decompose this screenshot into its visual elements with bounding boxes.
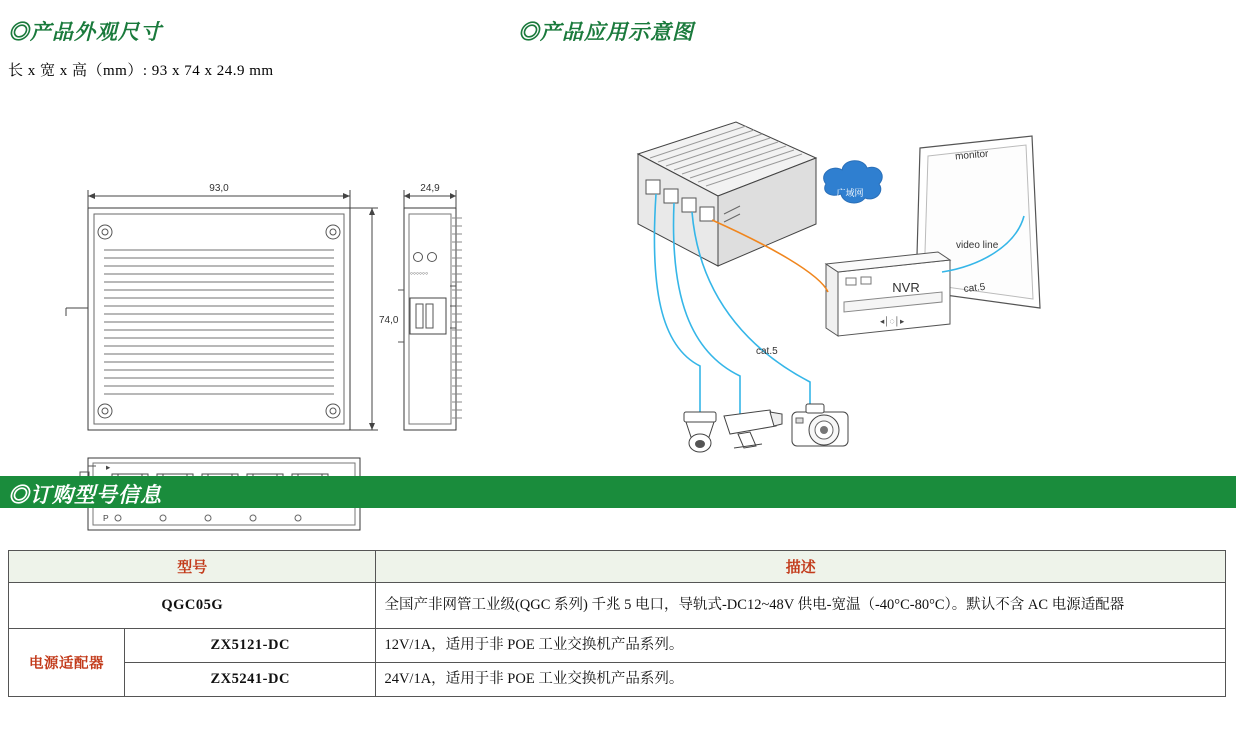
svg-text:monitor: monitor	[954, 148, 989, 163]
cable-label-top: cat.5	[963, 281, 986, 295]
section-bar-order	[0, 476, 1236, 508]
cell-desc-main: 全国产非网管工业级(QGC 系列) 千兆 5 电口，导轨式-DC12~48V 供电-宽温（-40°C-80°C）。默认不含 AC 电源适配器	[376, 583, 1226, 629]
front-height-dimension: 74,0	[379, 315, 399, 326]
cell-group-adapter: 电源适配器	[9, 629, 125, 697]
bullet-camera	[724, 410, 782, 448]
table-row	[9, 663, 1226, 697]
application-diagram-svg	[620, 96, 1236, 456]
video-line-label: video line	[956, 240, 999, 251]
column-header-description: 描述	[376, 551, 1226, 583]
cell-model-adapter-24v: ZX5241-DC	[125, 663, 376, 697]
port-indicator-label: P	[103, 513, 109, 523]
front-width-dimension: 93,0	[209, 183, 229, 194]
table-header-row	[9, 551, 1226, 583]
wan-cloud	[824, 161, 883, 203]
table-row	[9, 583, 1226, 629]
svg-text:◂│◌│▸: ◂│◌│▸	[880, 316, 905, 326]
section-title-application: ◎产品应用示意图	[518, 20, 694, 44]
cloud-label: 广域网	[836, 188, 864, 198]
application-diagram	[620, 96, 1236, 456]
cell-model-adapter-12v: ZX5121-DC	[125, 629, 376, 663]
table-row	[9, 629, 1226, 663]
nvr-label: NVR	[892, 280, 920, 295]
column-header-model: 型号	[9, 551, 376, 583]
cell-desc-adapter-24v: 24V/1A，适用于非 POE 工业交换机产品系列。	[376, 663, 1226, 697]
nvr-device	[826, 252, 950, 336]
section-title-dimensions: ◎产品外观尺寸	[8, 20, 162, 44]
cell-model-main: QGC05G	[9, 583, 376, 629]
side-label-text: ◦◦◦◦◦◦	[410, 268, 429, 278]
dome-camera	[684, 412, 716, 452]
port-arrow-label: ▸	[106, 462, 111, 472]
dslr-camera	[792, 404, 848, 446]
cell-desc-adapter-12v: 12V/1A，适用于非 POE 工业交换机产品系列。	[376, 629, 1226, 663]
switch-device	[638, 122, 816, 266]
section-title-order: ◎订购型号信息	[8, 483, 162, 507]
side-width-dimension: 24,9	[420, 183, 440, 194]
cable-label-bottom: cat.5	[756, 346, 778, 357]
order-info-table	[8, 550, 1226, 697]
dimension-spec-line: 长 x 宽 x 高（mm）: 93 x 74 x 24.9 mm	[8, 63, 274, 79]
